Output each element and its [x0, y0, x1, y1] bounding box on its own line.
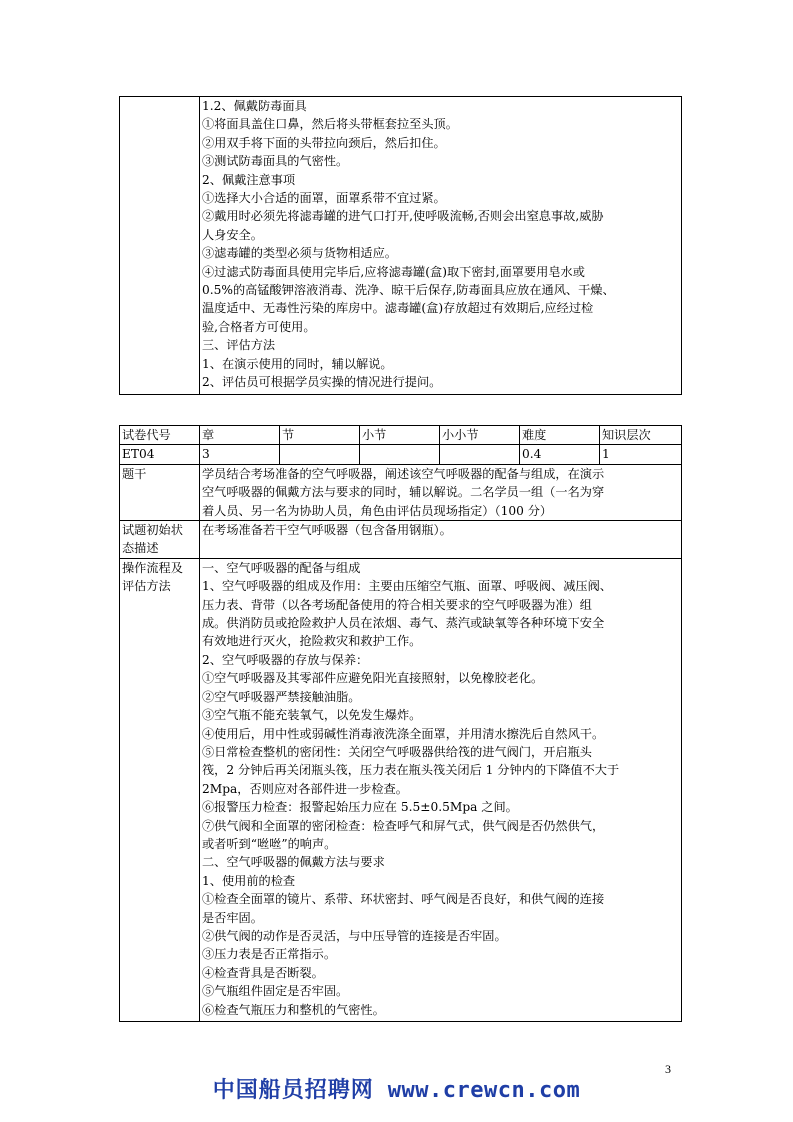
continuation-table	[119, 96, 682, 395]
text-line: ②空气呼吸器严禁接触油脂。	[202, 689, 361, 704]
text-line: 1、使用前的检查	[202, 873, 296, 888]
empty-label-cell	[120, 97, 200, 395]
text-line: ⑤日常检查整机的密闭性：关闭空气呼吸器供给筏的进气阀门，开启瓶头	[202, 744, 592, 759]
table-row	[120, 97, 682, 395]
stem-label: 题干	[120, 464, 200, 520]
text-line: 二、空气呼吸器的佩戴方法与要求	[202, 855, 385, 870]
knowledge-level-value: 1	[600, 445, 682, 464]
label-line: 评估方法	[122, 579, 171, 594]
text-line: 筏，2 分钟后再关闭瓶头筏，压力表在瓶头筏关闭后 1 分钟内的下降值不大于	[202, 763, 620, 778]
text-line: ④使用后，用中性或弱碱性消毒液洗涤全面罩，并用清水擦洗后自然风干。	[202, 726, 605, 741]
stem-row	[120, 464, 682, 520]
stem-content	[200, 464, 682, 520]
text-line: 0.5%的高锰酸钾溶液消毒、洗净、晾干后保存,防毒面具应放在通风、干燥、	[202, 283, 615, 298]
text-line: ④过滤式防毒面具使用完毕后,应将滤毒罐(盒)取下密封,面罩要用皂水或	[202, 264, 585, 279]
initial-state-content	[200, 521, 682, 559]
label-line: 操作流程及	[122, 560, 183, 575]
text-line: 验,合格者方可使用。	[202, 319, 316, 334]
text-line: 人身安全。	[202, 227, 263, 242]
text-line: ④检查背具是否断裂。	[202, 965, 324, 980]
text-line: 在考场准备若干空气呼吸器（包含备用钢瓶）。	[202, 523, 452, 538]
section-value	[280, 445, 360, 464]
continuation-content	[200, 97, 682, 395]
text-line: ③空气瓶不能充装氧气，以免发生爆炸。	[202, 708, 422, 723]
text-line: 1.2、佩戴防毒面具	[202, 99, 307, 113]
text-line: 着人员、另一名为协助人员，角色由评估员现场指定）（100 分）	[202, 503, 553, 518]
text-line: 三、评估方法	[202, 338, 276, 353]
text-line: ②供气阀的动作是否灵活，与中压导管的连接是否牢固。	[202, 928, 507, 943]
text-line: 成。供消防员或抢险救护人员在浓烟、毒气、蒸汽或缺氧等各种环境下安全	[202, 616, 605, 631]
footer-site-name: 中国船员招聘网	[212, 1078, 374, 1103]
subsection-value	[360, 445, 440, 464]
text-line: 2、空气呼吸器的存放与保养：	[202, 652, 369, 667]
label-line: 态描述	[122, 541, 159, 556]
footer-url[interactable]: www.crewcn.com	[387, 1078, 581, 1103]
procedure-label	[120, 558, 200, 1021]
procedure-row	[120, 558, 682, 1021]
text-line: ③压力表是否正常指示。	[202, 947, 337, 962]
header-row	[120, 426, 682, 445]
text-line: ⑥检查气瓶压力和整机的气密性。	[202, 1002, 385, 1017]
text-line: 空气呼吸器的佩戴方法与要求的同时，辅以解说。二名学员一组（一名为穿	[202, 485, 605, 500]
text-line: ①将面具盖住口鼻，然后将头带框套拉至头顶。	[202, 117, 458, 132]
exam-item-table	[119, 425, 682, 1022]
text-line: 1、在演示使用的同时，辅以解说。	[202, 356, 393, 371]
sub-subsection-value	[440, 445, 520, 464]
text-line: ①选择大小合适的面罩，面罩系带不宜过紧。	[202, 191, 446, 206]
text-line: ②用双手将下面的头带拉向颈后，然后扣住。	[202, 135, 446, 150]
text-line: ⑦供气阀和全面罩的密闭检查：检查呼气和屏气式，供气阀是否仍然供气，	[202, 818, 605, 833]
header-sub-subsection: 小小节	[440, 426, 520, 445]
chapter-value: 3	[200, 445, 280, 464]
text-line: ⑥报警压力检查：报警起始压力应在 5.5±0.5Mpa 之间。	[202, 800, 518, 815]
header-chapter: 章	[200, 426, 280, 445]
header-difficulty: 难度	[520, 426, 600, 445]
text-line: 2、评估员可根据学员实操的情况进行提问。	[202, 375, 442, 390]
header-subsection: 小节	[360, 426, 440, 445]
header-knowledge-level: 知识层次	[600, 426, 682, 445]
initial-state-row	[120, 521, 682, 559]
difficulty-value: 0.4	[520, 445, 600, 464]
text-line: 是否牢固。	[202, 910, 263, 925]
procedure-content	[200, 558, 682, 1021]
exam-code-value: ET04	[120, 445, 200, 464]
text-line: ③测试防毒面具的气密性。	[202, 154, 349, 169]
label-line: 试题初始状	[122, 523, 183, 538]
text-line: 2、佩戴注意事项	[202, 172, 296, 187]
header-exam-code: 试卷代号	[120, 426, 200, 445]
page-number: 3	[665, 1062, 671, 1076]
text-line: ②戴用时必须先将滤毒罐的进气口打开,使呼吸流畅,否则会出窒息事故,威胁	[202, 209, 604, 224]
text-line: ③滤毒罐的类型必须与货物相适应。	[202, 246, 397, 261]
header-section: 节	[280, 426, 360, 445]
text-line: 2Mpa，否则应对各部件进一步检查。	[202, 781, 408, 796]
text-line: 学员结合考场准备的空气呼吸器，阐述该空气呼吸器的配备与组成，在演示	[202, 466, 605, 481]
text-line: 一、空气呼吸器的配备与组成	[202, 560, 361, 575]
text-line: 温度适中、无毒性污染的库房中。滤毒罐(盒)存放超过有效期后,应经过检	[202, 301, 594, 316]
text-line: 1、空气呼吸器的组成及作用：主要由压缩空气瓶、面罩、呼吸阀、减压阀、	[202, 579, 612, 594]
text-line: 或者听到“咝咝”的响声。	[202, 836, 337, 851]
value-row	[120, 445, 682, 464]
initial-state-label	[120, 521, 200, 559]
text-line: ①检查全面罩的镜片、系带、环状密封、呼气阀是否良好，和供气阀的连接	[202, 892, 605, 907]
text-line: ①空气呼吸器及其零部件应避免阳光直接照射，以免橡胶老化。	[202, 671, 544, 686]
text-line: ⑤气瓶组件固定是否牢固。	[202, 984, 349, 999]
text-line: 有效地进行灭火，抢险救灾和救护工作。	[202, 634, 422, 649]
footer-watermark	[0, 1073, 793, 1104]
text-line: 压力表、背带（以各考场配备使用的符合相关要求的空气呼吸器为准）组	[202, 597, 592, 612]
